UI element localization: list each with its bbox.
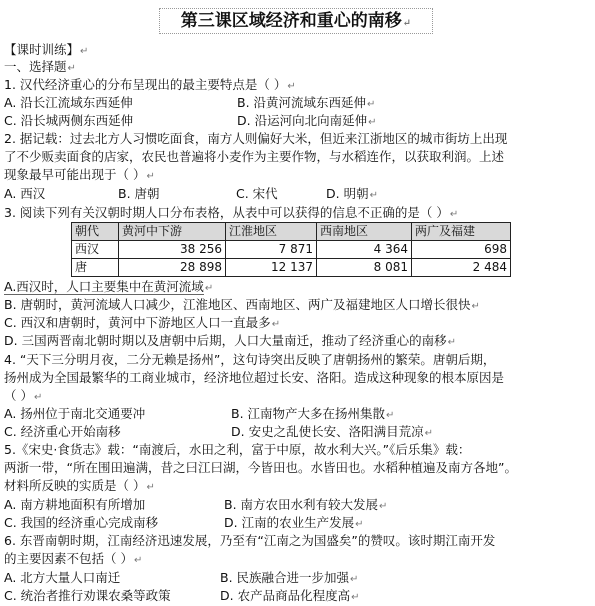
q2-option-b: B. 唐朝 bbox=[118, 186, 160, 201]
q6-option-d: D. 农产品商品化程度高↵ bbox=[220, 588, 360, 603]
q1-option-c: C. 沿长城两侧东西延伸 bbox=[4, 113, 134, 128]
table-cell: 西汉 bbox=[72, 241, 119, 259]
q3-option-c: C. 西汉和唐朝时，黄河中下游地区人口一直最多↵ bbox=[4, 315, 281, 330]
table-header-row bbox=[72, 223, 511, 241]
section-heading: 【课时训练】↵ bbox=[4, 42, 89, 57]
question-5-line-2: 两浙一带，“所在围田遍满，昔之曰江曰湖，今皆田也。水皆田也。水稻种植遍及南方各地”。 bbox=[4, 460, 517, 475]
part-heading: 一、选择题↵ bbox=[4, 59, 76, 74]
question-4-line-3: （ ）↵ bbox=[4, 388, 43, 403]
table-cell: 28 898 bbox=[119, 259, 226, 277]
table-header-cell: 黄河中下游 bbox=[119, 223, 226, 241]
table-row bbox=[72, 241, 511, 259]
q3-option-b: B. 唐朝时，黄河流域人口减少，江淮地区、西南地区、两广及福建地区人口增长很快↵ bbox=[4, 297, 480, 312]
question-2-line-2: 了不少贩卖面食的店家，农民也普遍将小麦作为主要作物，与水稻连作，以获取利润。上述 bbox=[4, 149, 505, 164]
question-2-line-3: 现象最早可能出现于（ ）↵ bbox=[4, 167, 155, 182]
question-5-line-3: 材料所反映的实质是（ ）↵ bbox=[4, 478, 155, 493]
table-cell: 4 364 bbox=[317, 241, 412, 259]
q1-option-a: A. 沿长江流域东西延伸 bbox=[4, 95, 133, 110]
table-header-cell: 江淮地区 bbox=[226, 223, 317, 241]
q4-option-d: D. 安史之乱使长安、洛阳满目荒凉↵ bbox=[231, 424, 433, 439]
question-4-line-2: 扬州成为全国最繁华的工商业城市，经济地位超过长安、洛阳。造成这种现象的根本原因是 bbox=[4, 370, 505, 385]
q4-option-c: C. 经济重心开始南移 bbox=[4, 424, 121, 439]
q2-option-d: D. 明朝↵ bbox=[326, 186, 378, 201]
q1-option-d: D. 沿运河向北向南延伸↵ bbox=[237, 113, 377, 128]
table-cell: 8 081 bbox=[317, 259, 412, 277]
question-6-line-2: 的主要因素不包括（ ）↵ bbox=[4, 551, 143, 566]
table-cell: 2 484 bbox=[412, 259, 511, 277]
question-4-line-1: 4. “天下三分明月夜，二分无赖是扬州”，这句诗突出反映了唐朝扬州的繁荣。唐朝后期， bbox=[4, 352, 496, 367]
q2-option-c: C. 宋代 bbox=[236, 186, 278, 201]
table-cell: 12 137 bbox=[226, 259, 317, 277]
table-cell: 698 bbox=[412, 241, 511, 259]
q5-option-c: C. 我国的经济重心完成南移 bbox=[4, 515, 159, 530]
q2-option-a: A. 西汉 bbox=[4, 186, 46, 201]
question-2-line-1: 2. 据记载：过去北方人习惯吃面食，南方人则偏好大米，但近来江浙地区的城市街坊上出现 bbox=[4, 131, 508, 146]
table-header-cell: 两广及福建 bbox=[412, 223, 511, 241]
table-cell: 唐 bbox=[72, 259, 119, 277]
page-title: 第三课区域经济和重心的南移↵ bbox=[159, 8, 433, 34]
table-cell: 38 256 bbox=[119, 241, 226, 259]
q6-option-c: C. 统治者推行劝课农桑等政策 bbox=[4, 588, 171, 603]
table-row bbox=[72, 259, 511, 277]
q5-option-b: B. 南方农田水利有较大发展↵ bbox=[224, 497, 388, 512]
q6-option-b: B. 民族融合进一步加强↵ bbox=[220, 570, 359, 585]
question-5-line-1: 5.《宋史·食货志》载：“南渡后，水田之利，富于中原，故水利大兴。”《后乐集》载： bbox=[4, 442, 471, 457]
q3-option-d: D. 三国两晋南北朝时期以及唐朝中后期，人口大量南迁，推动了经济重心的南移↵ bbox=[4, 333, 456, 348]
q3-option-a: A.西汉时，人口主要集中在黄河流域↵ bbox=[4, 279, 214, 294]
q4-option-b: B. 江南物产大多在扬州集散↵ bbox=[231, 406, 395, 421]
q4-option-a: A. 扬州位于南北交通要冲 bbox=[4, 406, 146, 421]
question-1-stem: 1. 汉代经济重心的分布呈现出的最主要特点是（ ）↵ bbox=[4, 77, 296, 92]
question-3-stem: 3. 阅读下列有关汉朝时期人口分布表格，从表中可以获得的信息不正确的是（ ）↵ bbox=[4, 205, 459, 220]
question-6-line-1: 6. 东晋南朝时期，江南经济迅速发展，乃至有“江南之为国盛矣”的赞叹。该时期江南开发 bbox=[4, 533, 496, 548]
table-header-cell: 西南地区 bbox=[317, 223, 412, 241]
q5-option-a: A. 南方耕地面积有所增加 bbox=[4, 497, 146, 512]
table-cell: 7 871 bbox=[226, 241, 317, 259]
q1-option-b: B. 沿黄河流域东西延伸↵ bbox=[237, 95, 376, 110]
table-header-cell: 朝代 bbox=[72, 223, 119, 241]
population-table bbox=[71, 222, 511, 277]
q6-option-a: A. 北方大量人口南迁 bbox=[4, 570, 121, 585]
q5-option-d: D. 江南的农业生产发展↵ bbox=[224, 515, 364, 530]
